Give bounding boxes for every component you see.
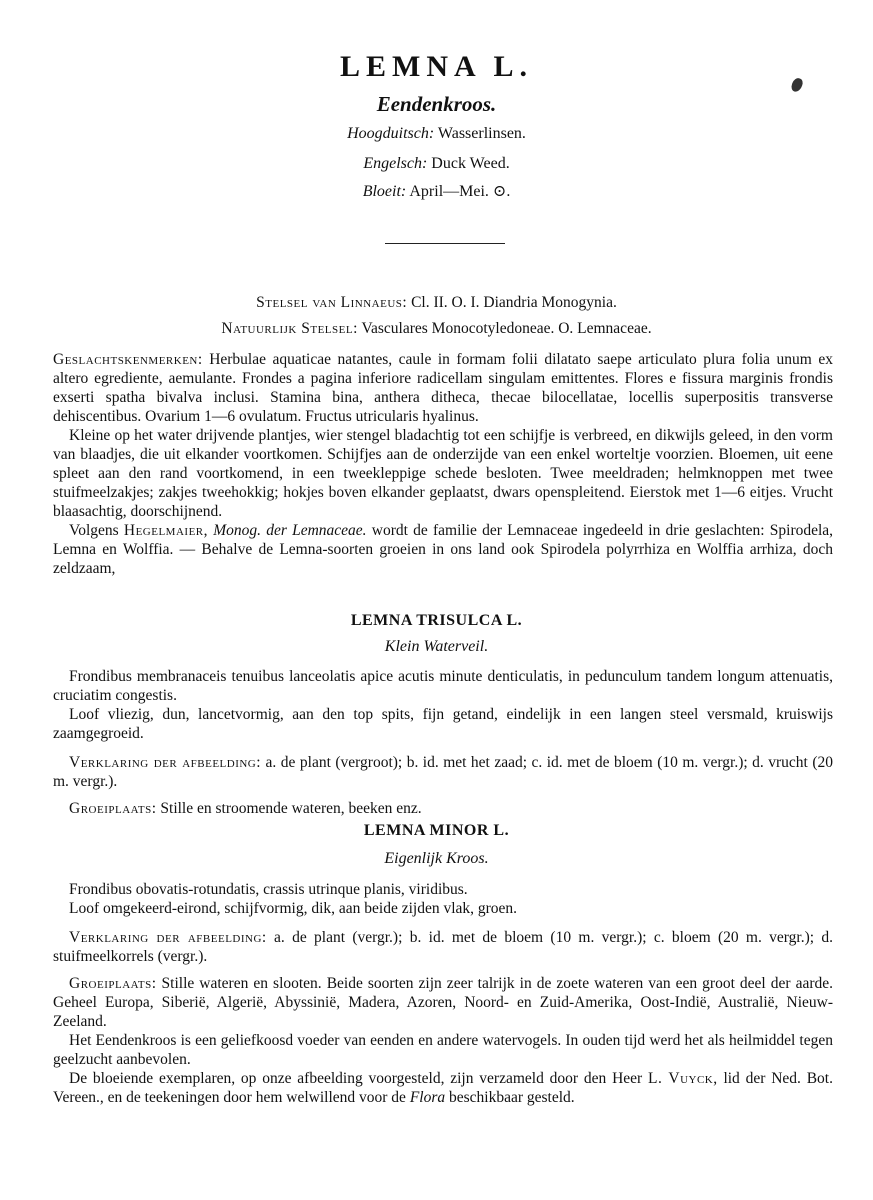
note-2-mid: lid der Ned. Bot. Vereen., en de teekeningen door hem welwillend voor de — [53, 1070, 833, 1106]
species-1-latin: Frondibus membranaceis tenuibus lanceolatis apice acutis minute denticulatis, in pedunculum tandem longum attenuatis, cruciatim congestis. — [53, 668, 833, 704]
species-2-habitat — [53, 974, 833, 1031]
german-name-line — [0, 125, 873, 143]
volgens-rest: wordt de familie der Lemnaceae ingedeeld in drie geslachten: Spirodela, Lemna en Wolffia. — Behalve de Lemna-soorten groeien in ons land ook Spirodela polyrrhiza en Wolffia arrhiza, doch zeldzaam, — [53, 522, 834, 577]
volgens-paragraph — [53, 521, 833, 578]
characters-label: Geslachtskenmerken: — [53, 351, 203, 368]
species-1-common-name: Klein Waterveil. — [384, 638, 489, 655]
species-2-explanation — [53, 928, 833, 966]
bloom-value: April—Mei. ⊙. — [409, 183, 511, 200]
species-1-expl-label: Verklaring der afbeelding: — [69, 754, 262, 771]
species-1-explanation — [53, 753, 833, 791]
english-name-line — [0, 155, 873, 173]
natural-system-line — [0, 320, 873, 338]
species-1-habitat-label: Groeiplaats: — [69, 800, 157, 817]
species-1-habitat-text: Stille en stroomende wateren, beeken enz. — [160, 800, 422, 817]
species-2-habitat-text: Stille wateren en slooten. Beide soorten zijn zeer talrijk in de zoete wateren van een groot deel der aarde. Geheel Europa, Siberië, Algerië, Abyssinië, Madera, Azoren, Noord- en Zuid-Amerika, Oost-Indië, Australië, Nieuw-Zeeland. — [53, 975, 833, 1030]
note-2-end: beschikbaar gesteld. — [449, 1089, 575, 1106]
german-value: Wasserlinsen. — [437, 125, 526, 142]
genus-characters-paragraph — [53, 350, 833, 426]
linnaeus-system-line — [0, 294, 873, 312]
natural-label: Natuurlijk Stelsel: — [221, 320, 358, 337]
note-2-flora: Flora — [409, 1089, 446, 1106]
characters-latin: Herbulae aquaticae natantes, caule in formam folii dilatato saepe articulato plura folia unum ex altero egrediente, aemulante. Frondes a pagina inferiore radicellam singulam emittentes. Flores e fissura marginis frondis exserti spatha bivalva inclusi. Stamina bina, anthera ditheca, thecae bilocellatae, locellis superpositis transverse dehiscentibus. Ovarium 1—6 ovulatum. Fructus utricularis hyalinus. — [53, 351, 833, 425]
species-2-expl-text: a. de plant (vergr.); b. id. met de bloem (10 m. vergr.); c. bloem (20 m. vergr.); d. stuifmeelkorrels (vergr.). — [53, 929, 834, 965]
species-1-title: LEMNA TRISULCA L. — [350, 612, 523, 629]
species-2-expl-label: Verklaring der afbeelding: — [69, 929, 267, 946]
dutch-description-paragraph: Kleine op het water drijvende plantjes, wier stengel bladachtig tot een schijfje is verbreed, en dikwijls geleed, in den vorm van blaadjes, die uit elkander voortkomen. Schijfjes aan de onderzijde van een enkel worteltje voorzien. Bloemen, uit eene spleet aan den rand voortkomend, in een tweekleppige schede besloten. Twee meeldraden; helmknoppen met twee stuifmeelzakjes; zakjes tweehokkig; hokjes boven elkander geplaatst, dwars openspleitend. Eierstok met 1—6 eitjes. Vrucht blaasachtig, doorschijnend. — [53, 427, 833, 520]
header-divider — [385, 243, 505, 244]
species-2-dutch: Loof omgekeerd-eirond, schijfvormig, dik, aan beide zijden vlak, groen. — [69, 900, 518, 917]
note-2-person: L. Vuyck, — [648, 1070, 718, 1087]
dutch-name: Eendenkroos. — [376, 92, 497, 116]
volgens-author: Hegelmaier, — [123, 522, 209, 539]
english-label: Engelsch: — [363, 155, 428, 172]
species-2-latin: Frondibus obovatis-rotundatis, crassis utrinque planis, viridibus. — [69, 881, 468, 898]
genus-description — [53, 350, 833, 578]
species-2-note-2 — [53, 1069, 833, 1107]
volgens-start: Volgens — [69, 522, 119, 539]
bloom-label: Bloeit: — [362, 183, 407, 200]
natural-value: Vasculares Monocotyledoneae. O. Lemnaceae. — [361, 320, 652, 337]
species-2-text — [53, 880, 833, 1107]
linnaeus-label: Stelsel van Linnaeus: — [256, 294, 408, 311]
species-2-common-name: Eigenlijk Kroos. — [384, 850, 489, 867]
german-label: Hoogduitsch: — [347, 125, 435, 142]
species-1-expl-text: a. de plant (vergroot); b. id. met het zaad; c. id. met de bloem (10 m. vergr.); d. vrucht (20 m. vergr.). — [53, 754, 833, 790]
species-1-habitat — [53, 799, 833, 818]
volgens-work: Monog. der Lemnaceae. — [213, 522, 367, 539]
species-2-habitat-label: Groeiplaats: — [69, 975, 157, 992]
species-2-note-1: Het Eendenkroos is een geliefkoosd voeder van eenden en andere watervogels. In ouden tijd werd het als heilmiddel tegen geelzucht aanbevolen. — [53, 1032, 833, 1068]
species-2-title: LEMNA MINOR L. — [363, 822, 510, 839]
genus-title: LEMNA L. — [339, 50, 534, 83]
note-2-start: De bloeiende exemplaren, op onze afbeelding voorgesteld, zijn verzameld door den Heer — [69, 1070, 643, 1087]
linnaeus-value: Cl. II. O. I. Diandria Monogynia. — [411, 294, 617, 311]
species-1-text — [53, 667, 833, 818]
english-value: Duck Weed. — [431, 155, 510, 172]
species-1-dutch: Loof vliezig, dun, lancetvormig, aan den top spits, fijn getand, eindelijk in een langen steel versmald, kruiswijs zaamgegroeid. — [53, 706, 833, 742]
bloom-line — [0, 181, 873, 201]
